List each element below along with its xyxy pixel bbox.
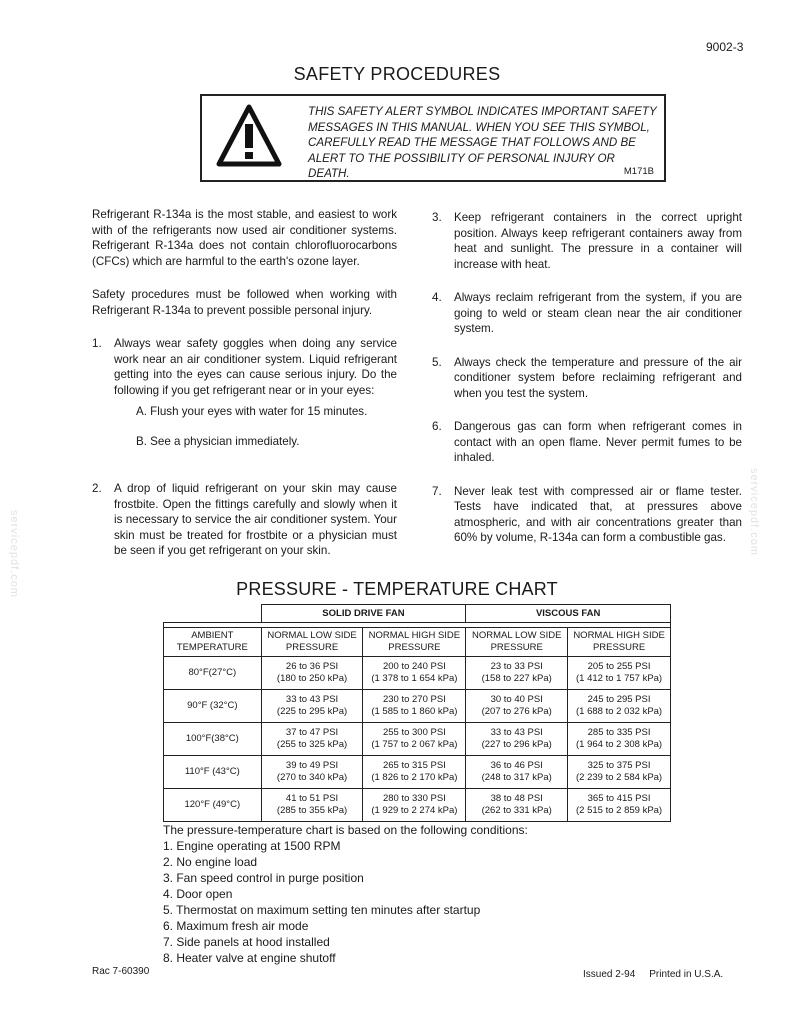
procedure-number: 6. — [432, 420, 442, 433]
kpa-value: (1 688 to 2 032 kPa) — [576, 706, 663, 717]
procedure-item — [432, 419, 742, 466]
pressure-cell — [466, 657, 568, 690]
temperature-cell: 90°F (32°C) — [164, 690, 262, 723]
condition-item: 6. Maximum fresh air mode — [163, 919, 309, 933]
column-header: NORMAL LOW SIDE PRESSURE — [261, 628, 363, 657]
psi-value: 36 to 46 PSI — [490, 760, 543, 771]
left-column — [92, 207, 397, 577]
table-row — [164, 657, 671, 690]
condition-item: 5. Thermostat on maximum setting ten minutes after startup — [163, 903, 481, 917]
procedure-number: 5. — [432, 355, 442, 369]
pressure-cell — [568, 789, 671, 822]
procedure-text: Always check the temperature and pressure of the air conditioner system before reclaiming refrigerant and when you test the system. — [454, 355, 742, 400]
pressure-cell — [568, 723, 671, 756]
warning-triangle-icon — [216, 104, 282, 168]
condition-item: 4. Door open — [163, 887, 233, 901]
kpa-value: (262 to 331 kPa) — [481, 805, 552, 816]
alert-code: M171B — [623, 166, 654, 177]
psi-value: 325 to 375 PSI — [587, 760, 651, 771]
condition-item: 8. Heater valve at engine shutoff — [163, 951, 336, 965]
psi-value: 200 to 240 PSI — [382, 661, 446, 672]
pressure-cell — [261, 690, 363, 723]
issued-date: Issued 2-94 — [583, 969, 636, 980]
safety-alert-box — [200, 94, 666, 182]
pressure-cell — [363, 756, 466, 789]
psi-value: 285 to 335 PSI — [587, 727, 651, 738]
pressure-cell — [363, 657, 466, 690]
intro-paragraph: Refrigerant R-134a is the most stable, and easiest to work with of the refrigerants now used air conditioner systems. Refrigerant R-134a does not contain chlorofluorocarbons (CFCs) which are harmful to the earth's ozone layer. — [92, 208, 397, 268]
viscous-fan-header: VISCOUS FAN — [466, 605, 671, 623]
procedure-subitem: A. Flush your eyes with water for 15 minutes. — [136, 405, 368, 418]
alert-message: THIS SAFETY ALERT SYMBOL INDICATES IMPORTANT SAFETY MESSAGES IN THIS MANUAL. WHEN YOU SEE THIS SYMBOL, CAREFULLY READ THE MESSAGE THAT FOLLOWS AND BE ALERT TO THE POSSIBILITY OF PERSONAL INJURY OR DEATH. — [308, 105, 657, 180]
pressure-cell — [363, 690, 466, 723]
pressure-temperature-table — [163, 604, 671, 822]
kpa-value: (2 515 to 2 859 kPa) — [576, 805, 663, 816]
psi-value: 365 to 415 PSI — [587, 793, 651, 804]
psi-value: 265 to 315 PSI — [382, 760, 446, 771]
kpa-value: (207 to 276 kPa) — [481, 706, 552, 717]
pressure-cell — [466, 723, 568, 756]
pressure-cell — [568, 756, 671, 789]
table-row — [164, 690, 671, 723]
column-header: NORMAL HIGH SIDE PRESSURE — [363, 628, 466, 657]
psi-value: 30 to 40 PSI — [490, 694, 543, 705]
procedure-item — [92, 481, 397, 559]
kpa-value: (1 378 to 1 654 kPa) — [371, 673, 458, 684]
kpa-value: (1 964 to 2 308 kPa) — [576, 739, 663, 750]
psi-value: 255 to 300 PSI — [382, 727, 446, 738]
psi-value: 33 to 43 PSI — [285, 694, 339, 705]
table-row — [164, 756, 671, 789]
procedure-number: 3. — [432, 211, 442, 224]
condition-item: 2. No engine load — [163, 855, 258, 869]
psi-value: 33 to 43 PSI — [490, 727, 543, 738]
procedure-number: 7. — [432, 484, 442, 498]
chart-title: PRESSURE - TEMPERATURE CHART — [236, 579, 558, 599]
document-reference: Rac 7-60390 — [92, 966, 150, 977]
psi-value: 39 to 49 PSI — [285, 760, 339, 771]
kpa-value: (180 to 250 kPa) — [276, 673, 348, 684]
watermark: servicepdf.com — [8, 510, 20, 598]
pressure-cell — [568, 657, 671, 690]
printed-in: Printed in U.S.A. — [649, 969, 724, 980]
kpa-value: (248 to 317 kPa) — [481, 772, 552, 783]
pressure-cell — [363, 789, 466, 822]
kpa-value: (1 585 to 1 860 kPa) — [371, 706, 458, 717]
kpa-value: (1 757 to 2 067 kPa) — [371, 739, 458, 750]
temperature-cell: 100°F(38°C) — [164, 723, 262, 756]
procedure-subitems — [136, 404, 397, 449]
procedure-text: Always wear safety goggles when doing any service work near an air conditioner system. Liquid refrigerant getting into the eyes can cause serious injury. Do the following if you get refrigerant near or in your eyes: — [114, 337, 397, 397]
kpa-value: (285 to 355 kPa) — [276, 805, 348, 816]
temperature-cell: 120°F (49°C) — [164, 789, 262, 822]
psi-value: 280 to 330 PSI — [382, 793, 446, 804]
condition-item: 3. Fan speed control in purge position — [163, 871, 364, 885]
psi-value: 26 to 36 PSI — [285, 661, 339, 672]
procedure-text: Keep refrigerant containers in the correct upright position. Always keep refrigerant containers away from heat and sunlight. The pressure in a container will increase with heat. — [454, 211, 742, 271]
intro-paragraph: Safety procedures must be followed when working with Refrigerant R-134a to prevent possible personal injury. — [92, 288, 397, 317]
pressure-cell — [261, 657, 363, 690]
procedure-text: A drop of liquid refrigerant on your skin may cause frostbite. Open the fittings carefully and slowly when it is necessary to service the air conditioner system. Your skin must be treated for frostbite or a physician must be seen if you get refrigerant on your skin. — [114, 482, 397, 557]
kpa-value: (2 239 to 2 584 kPa) — [576, 772, 663, 783]
pressure-cell — [261, 756, 363, 789]
pressure-cell — [363, 723, 466, 756]
procedure-text: Never leak test with compressed air or flame tester. Tests have indicated that, at pressures above atmospheric, and with air concentrations greater than 60% by volume, R-134a can form a combustible gas. — [454, 484, 742, 544]
procedure-text: Dangerous gas can form when refrigerant comes in contact with an open flame. Never permit fumes to be inhaled. — [454, 420, 742, 464]
chart-conditions — [163, 822, 583, 966]
psi-value: 37 to 47 PSI — [285, 727, 339, 738]
right-column — [432, 210, 742, 564]
procedure-item — [432, 484, 742, 546]
column-header: NORMAL LOW SIDE PRESSURE — [466, 628, 568, 657]
kpa-value: (227 to 296 kPa) — [481, 739, 552, 750]
psi-value: 38 to 48 PSI — [490, 793, 543, 804]
kpa-value: (1 412 to 1 757 kPa) — [576, 673, 663, 684]
procedure-subitem: B. See a physician immediately. — [136, 434, 300, 448]
column-header: NORMAL HIGH SIDE PRESSURE — [568, 628, 671, 657]
kpa-value: (158 to 227 kPa) — [481, 673, 552, 684]
psi-value: 41 to 51 PSI — [285, 793, 339, 804]
psi-value: 230 to 270 PSI — [382, 694, 446, 705]
procedure-item — [432, 210, 742, 272]
pressure-cell — [568, 690, 671, 723]
temperature-cell: 80°F(27°C) — [164, 657, 262, 690]
table-row — [164, 723, 671, 756]
procedure-text: Always reclaim refrigerant from the system, if you are going to weld or steam clean near the air conditioner system. — [454, 291, 742, 335]
table-corner-cell — [164, 605, 262, 623]
column-header: AMBIENT TEMPERATURE — [164, 628, 262, 657]
kpa-value: (225 to 295 kPa) — [276, 706, 348, 717]
pressure-cell — [466, 789, 568, 822]
psi-value: 205 to 255 PSI — [587, 661, 651, 672]
procedure-item — [92, 336, 397, 463]
procedure-item — [432, 290, 742, 337]
procedure-item — [432, 355, 742, 402]
pressure-cell — [466, 756, 568, 789]
watermark: servicepdf.com — [748, 468, 760, 556]
page-number: 9002-3 — [706, 40, 744, 54]
psi-value: 23 to 33 PSI — [490, 661, 543, 672]
table-row — [164, 789, 671, 822]
pressure-cell — [261, 723, 363, 756]
procedure-number: 4. — [432, 291, 442, 304]
conditions-intro: The pressure-temperature chart is based on the following conditions: — [163, 823, 528, 837]
condition-item: 7. Side panels at hood installed — [163, 935, 330, 949]
kpa-value: (1 826 to 2 170 kPa) — [371, 772, 458, 783]
condition-item: 1. Engine operating at 1500 RPM — [163, 839, 341, 853]
procedure-number: 2. — [92, 482, 102, 495]
psi-value: 245 to 295 PSI — [587, 694, 651, 705]
page-title: SAFETY PROCEDURES — [293, 64, 501, 84]
kpa-value: (270 to 340 kPa) — [276, 772, 348, 783]
kpa-value: (1 929 to 2 274 kPa) — [371, 805, 458, 816]
footer-info — [583, 969, 723, 980]
solid-drive-fan-header: SOLID DRIVE FAN — [261, 605, 466, 623]
pressure-cell — [261, 789, 363, 822]
pressure-cell — [466, 690, 568, 723]
kpa-value: (255 to 325 kPa) — [276, 739, 348, 750]
temperature-cell: 110°F (43°C) — [164, 756, 262, 789]
procedure-number: 1. — [92, 337, 102, 350]
